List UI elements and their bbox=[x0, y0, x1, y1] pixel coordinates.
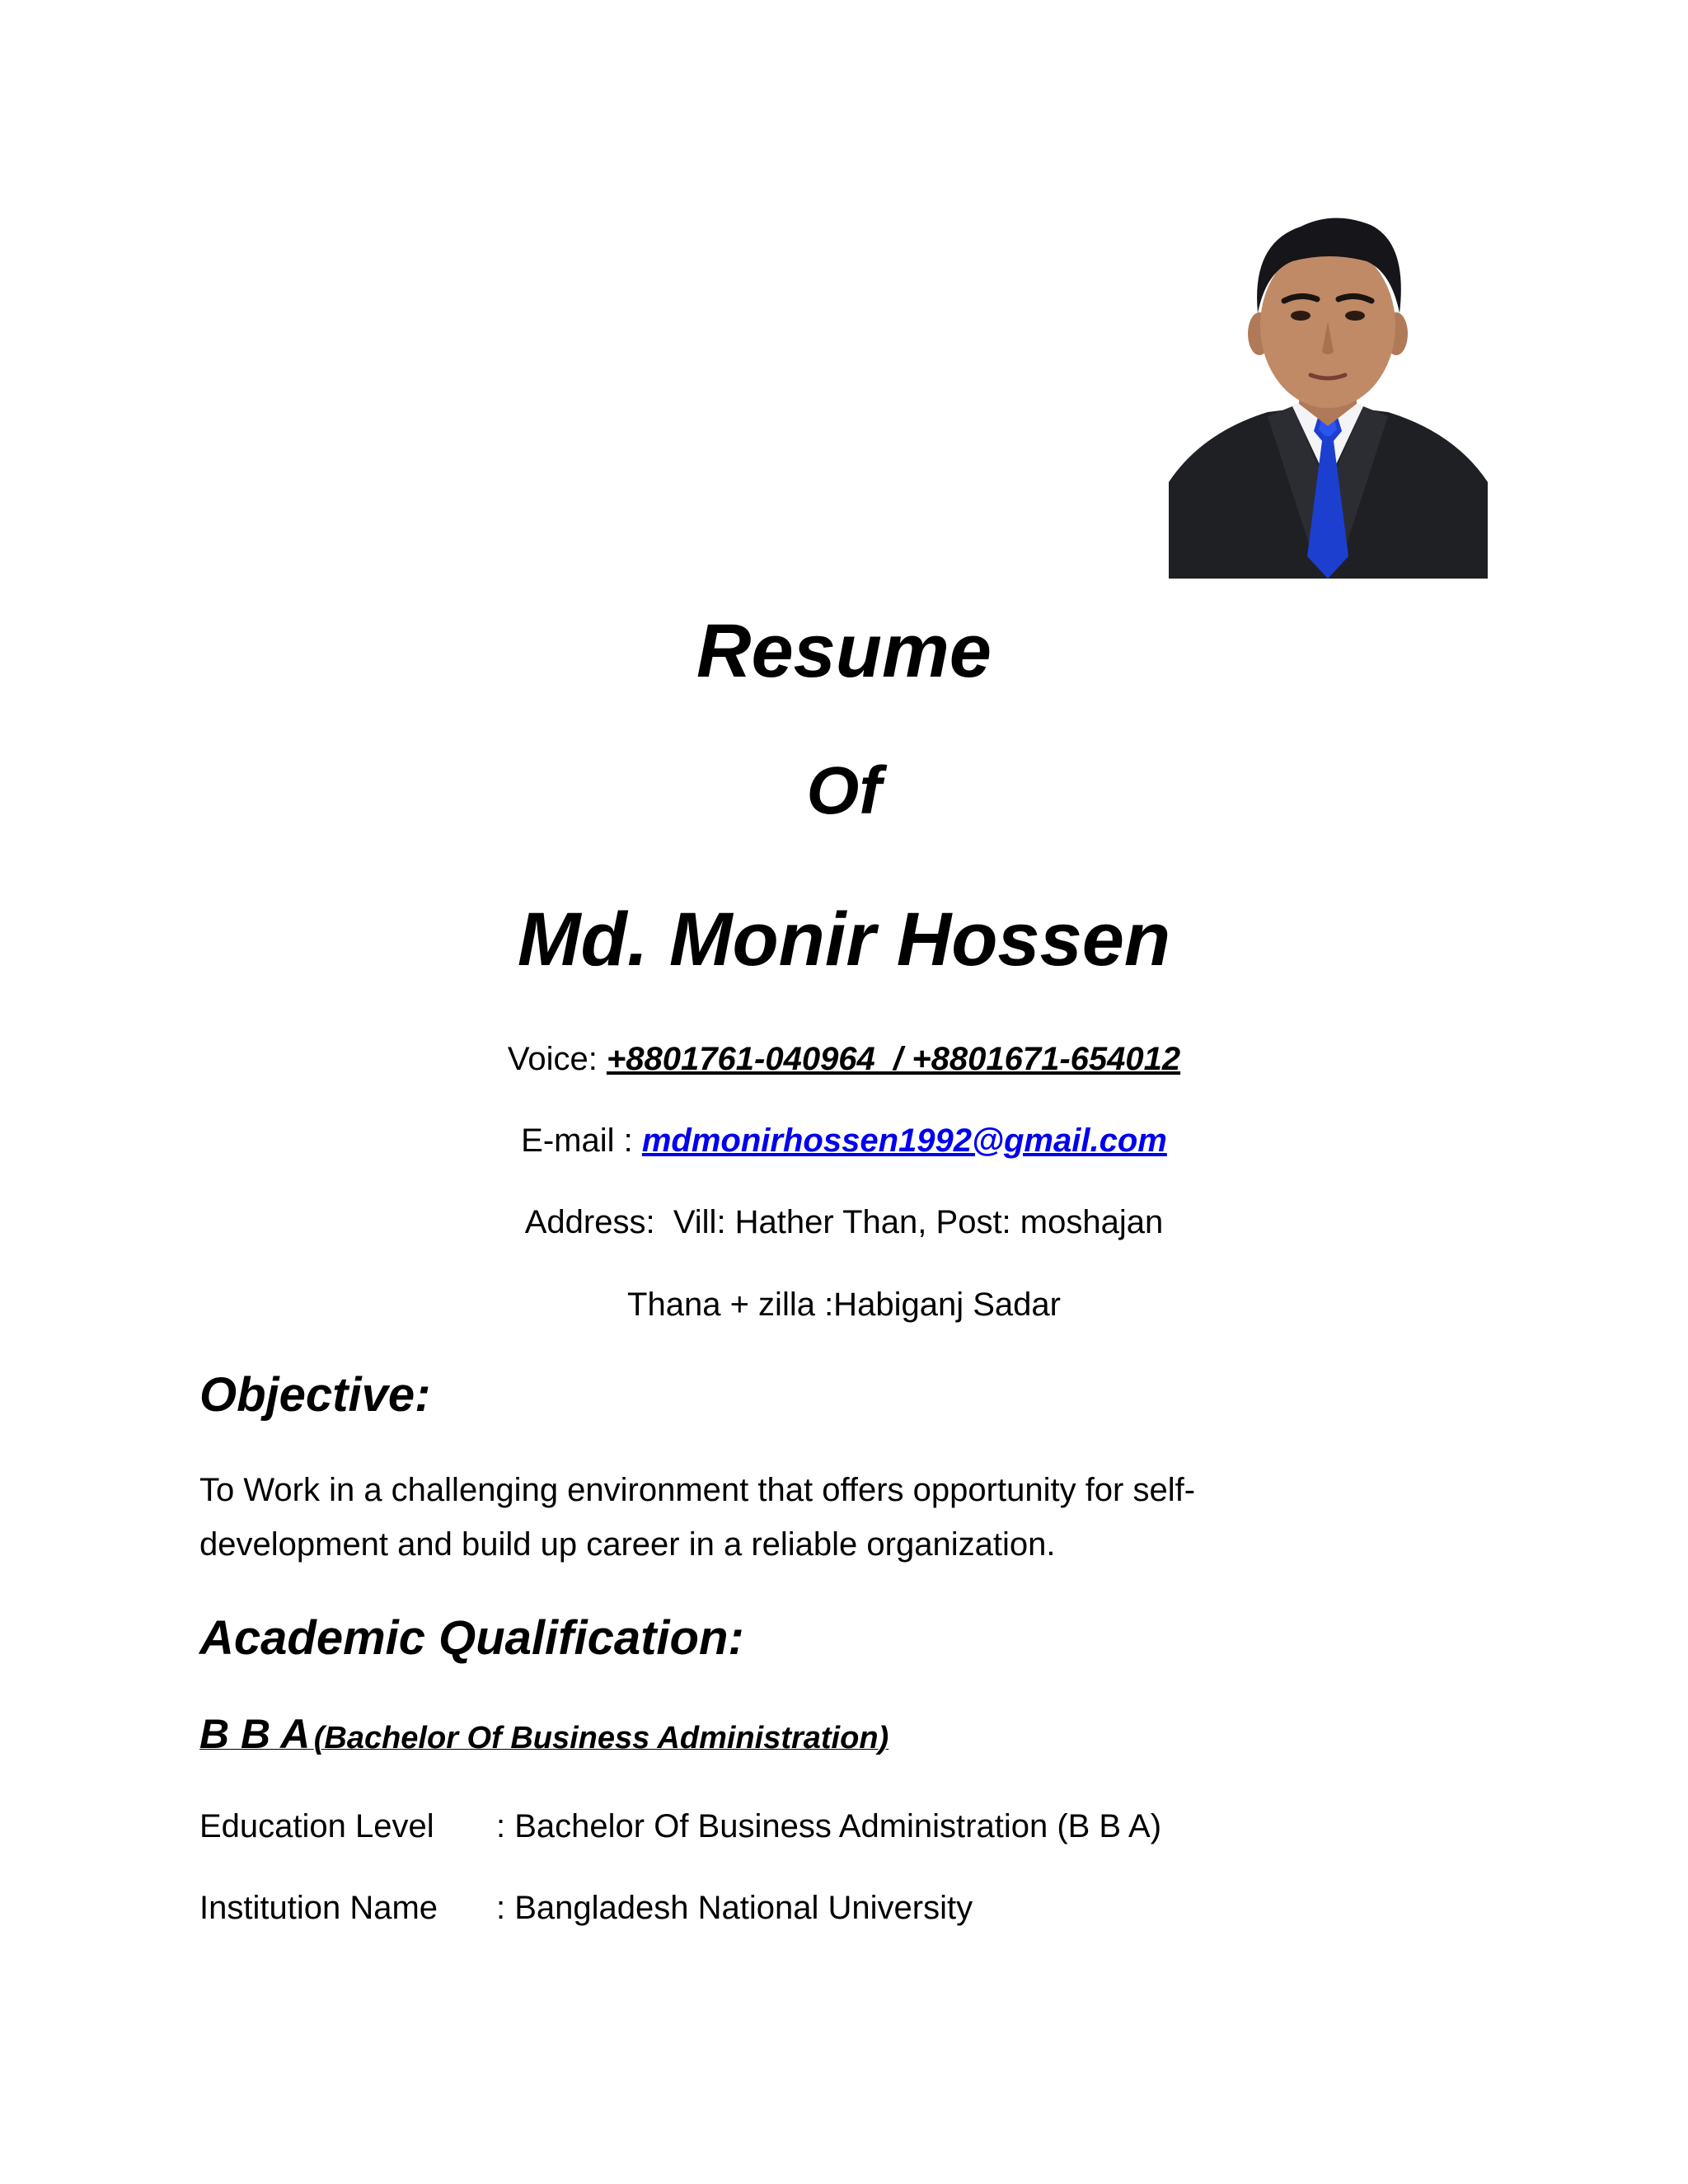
institution-name-value: : Bangladesh National University bbox=[496, 1890, 973, 1926]
institution-name-label: Institution Name bbox=[199, 1890, 438, 1926]
degree-abbr: B B A bbox=[199, 1711, 311, 1757]
address-line: Address: Vill: Hather Than, Post: moshajan bbox=[524, 1204, 1164, 1240]
education-level-value: : Bachelor Of Business Administration (B B A) bbox=[496, 1808, 1162, 1844]
voice-line bbox=[0, 1036, 1688, 1082]
objective-text bbox=[199, 1463, 1353, 1572]
email-line bbox=[0, 1118, 1688, 1164]
academic-heading: Academic Qualification: bbox=[199, 1611, 744, 1665]
degree-title bbox=[199, 1710, 889, 1758]
title-resume: Resume bbox=[696, 609, 992, 693]
email-link[interactable]: mdmonirhossen1992@gmail.com bbox=[641, 1122, 1167, 1159]
candidate-name: Md. Monir Hossen bbox=[517, 898, 1171, 982]
thana-line: Thana + zilla :Habiganj Sadar bbox=[627, 1286, 1061, 1323]
objective-line-2: development and build up career in a reliable organization. bbox=[199, 1526, 1056, 1563]
profile-photo bbox=[1169, 210, 1488, 579]
objective-heading: Objective: bbox=[199, 1368, 431, 1422]
portrait-illustration bbox=[1169, 210, 1488, 579]
title-of: Of bbox=[806, 753, 882, 828]
voice-value: +8801761-040964 / +8801671-654012 bbox=[606, 1041, 1181, 1077]
voice-label: Voice: bbox=[507, 1041, 607, 1077]
email-label: E-mail : bbox=[521, 1122, 642, 1159]
objective-line-1: To Work in a challenging environment that offers opportunity for self- bbox=[199, 1472, 1196, 1508]
institution-name-row bbox=[199, 1885, 973, 1931]
degree-full: (Bachelor Of Business Administration) bbox=[313, 1721, 889, 1755]
education-level-label: Education Level bbox=[199, 1808, 434, 1844]
education-level-row bbox=[199, 1803, 1161, 1849]
